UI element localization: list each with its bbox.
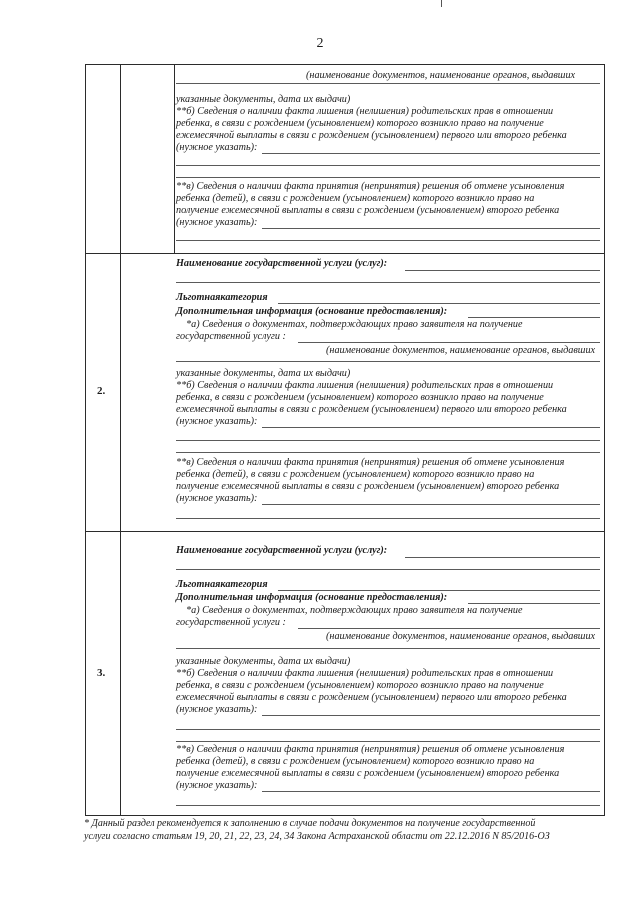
fill-line bbox=[468, 603, 600, 604]
fill-line bbox=[176, 83, 600, 84]
fill-line bbox=[468, 317, 600, 318]
fill-line bbox=[262, 228, 600, 229]
adoption-text: **в) Сведения о наличии факта принятия (непринятия) решения об отмене усыновления bbox=[176, 181, 565, 192]
scan-mark bbox=[441, 0, 442, 7]
table-border-left bbox=[85, 64, 86, 815]
fill-line bbox=[262, 715, 600, 716]
parental-rights-text: ребенка, в связи с рождением (усыновлением) которого возникло право на получение bbox=[176, 680, 544, 691]
adoption-text: (нужное указать): bbox=[176, 780, 258, 791]
fill-line bbox=[176, 240, 600, 241]
adoption-text: ребенка (детей), в связи с рождением (усыновлением) которого возникло право на bbox=[176, 193, 535, 204]
adoption-text: (нужное указать): bbox=[176, 217, 258, 228]
parental-rights-text: ежемесячной выплаты в связи с рождением (усыновлением) первого или второго ребенка bbox=[176, 692, 567, 703]
adoption-text: ребенка (детей), в связи с рождением (усыновлением) которого возникло право на bbox=[176, 756, 535, 767]
service-title: Наименование государственной услуги (услуг): bbox=[176, 258, 388, 269]
table-border-right bbox=[604, 64, 605, 815]
parental-rights-text: ребенка, в связи с рождением (усыновлением) которого возникло право на получение bbox=[176, 392, 544, 403]
documents-text: *а) Сведения о документах, подтверждающих право заявителя на получение bbox=[186, 605, 523, 616]
fill-line bbox=[176, 177, 600, 178]
additional-info-label: Дополнительная информация (основание предоставления): bbox=[176, 306, 448, 317]
documents-text: государственной услуги : bbox=[176, 331, 286, 342]
category-label: Льготнаякатегория bbox=[176, 292, 268, 303]
parental-rights-text: **б) Сведения о наличии факта лишения (нелишения) родительских прав в отношении bbox=[176, 380, 554, 391]
table-border-top bbox=[85, 64, 605, 65]
row-number: 2. bbox=[97, 385, 106, 397]
fill-line bbox=[176, 165, 600, 166]
fill-line bbox=[176, 282, 600, 283]
documents-text: *а) Сведения о документах, подтверждающих право заявителя на получение bbox=[186, 319, 523, 330]
names-caption: (наименование документов, наименование органов, выдавших bbox=[306, 70, 576, 81]
table-border-bottom bbox=[85, 815, 605, 816]
documents-text: государственной услуги : bbox=[176, 617, 286, 628]
fill-line bbox=[176, 741, 600, 742]
fill-line bbox=[176, 452, 600, 453]
names-caption: (наименование документов, наименование органов, выдавших bbox=[326, 631, 596, 642]
parental-rights-text: **б) Сведения о наличии факта лишения (нелишения) родительских прав в отношении bbox=[176, 668, 554, 679]
fill-line bbox=[176, 569, 600, 570]
parental-rights-text: ежемесячной выплаты в связи с рождением (усыновлением) первого или второго ребенка bbox=[176, 130, 567, 141]
inner-column-line bbox=[174, 64, 175, 254]
category-label: Льготнаякатегория bbox=[176, 579, 268, 590]
fill-line bbox=[176, 805, 600, 806]
row-number: 3. bbox=[97, 667, 106, 679]
fill-line bbox=[176, 648, 600, 649]
adoption-text: **в) Сведения о наличии факта принятия (непринятия) решения об отмене усыновления bbox=[176, 744, 565, 755]
row-separator bbox=[85, 253, 605, 254]
adoption-text: (нужное указать): bbox=[176, 493, 258, 504]
parental-rights-text: (нужное указать): bbox=[176, 416, 258, 427]
fill-line bbox=[298, 628, 600, 629]
parental-rights-text: (нужное указать): bbox=[176, 142, 258, 153]
service-title: Наименование государственной услуги (услуг): bbox=[176, 545, 388, 556]
fill-line bbox=[176, 440, 600, 441]
adoption-text: ребенка (детей), в связи с рождением (усыновлением) которого возникло право на bbox=[176, 469, 535, 480]
parental-rights-text: (нужное указать): bbox=[176, 704, 258, 715]
fill-line bbox=[405, 270, 600, 271]
fill-line bbox=[262, 427, 600, 428]
fill-line bbox=[262, 791, 600, 792]
names-caption-end: указанные документы, дата их выдачи) bbox=[176, 368, 351, 379]
adoption-text: получение ежемесячной выплаты в связи с рождением (усыновлением) второго ребенка bbox=[176, 768, 560, 779]
table-column-divider bbox=[120, 64, 121, 815]
page-number: 2 bbox=[316, 36, 324, 51]
footnote: * Данный раздел рекомендуется к заполнению в случае подачи документов на получение государственной bbox=[84, 818, 536, 829]
adoption-text: получение ежемесячной выплаты в связи с рождением (усыновлением) второго ребенка bbox=[176, 481, 560, 492]
row-separator bbox=[85, 531, 605, 532]
fill-line bbox=[262, 153, 600, 154]
fill-line bbox=[176, 518, 600, 519]
fill-line bbox=[176, 361, 600, 362]
footnote: услуги согласно статьям 19, 20, 21, 22, 23, 24, 34 Закона Астраханской области от 22.12.2016 N 85/2016-ОЗ bbox=[84, 831, 550, 842]
names-caption-end: указанные документы, дата их выдачи) bbox=[176, 94, 351, 105]
fill-line bbox=[176, 729, 600, 730]
adoption-text: **в) Сведения о наличии факта принятия (непринятия) решения об отмене усыновления bbox=[176, 457, 565, 468]
parental-rights-text: ребенка, в связи с рождением (усыновлением) которого возникло право на получение bbox=[176, 118, 544, 129]
fill-line bbox=[278, 590, 600, 591]
fill-line bbox=[262, 504, 600, 505]
fill-line bbox=[278, 303, 600, 304]
parental-rights-text: ежемесячной выплаты в связи с рождением (усыновлением) первого или второго ребенка bbox=[176, 404, 567, 415]
names-caption: (наименование документов, наименование органов, выдавших bbox=[326, 345, 596, 356]
adoption-text: получение ежемесячной выплаты в связи с рождением (усыновлением) второго ребенка bbox=[176, 205, 560, 216]
names-caption-end: указанные документы, дата их выдачи) bbox=[176, 656, 351, 667]
fill-line bbox=[405, 557, 600, 558]
parental-rights-text: **б) Сведения о наличии факта лишения (нелишения) родительских прав в отношении bbox=[176, 106, 554, 117]
fill-line bbox=[298, 342, 600, 343]
additional-info-label: Дополнительная информация (основание предоставления): bbox=[176, 592, 448, 603]
